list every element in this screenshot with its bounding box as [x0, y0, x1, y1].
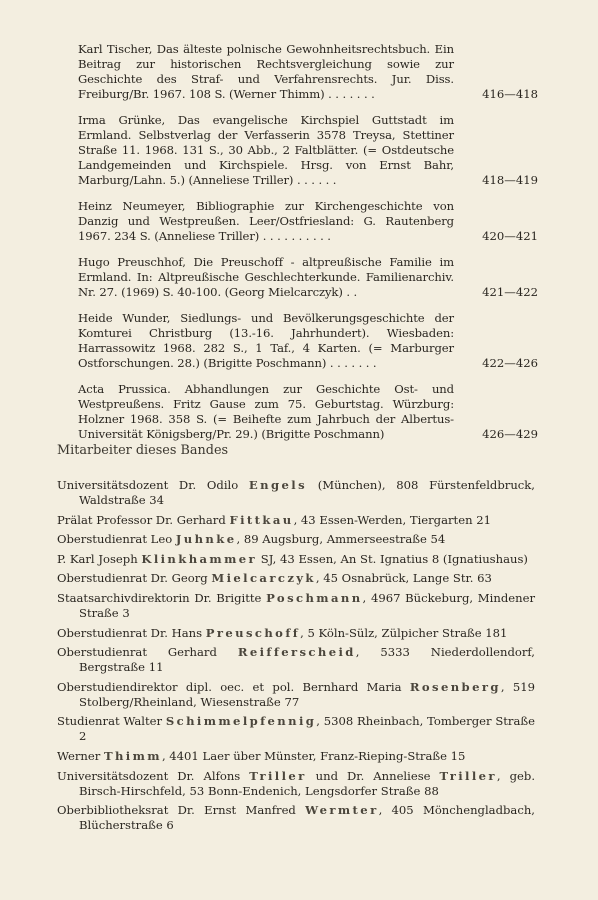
review-pages: 420—421 — [482, 229, 538, 243]
contributor-prefix: Universitätsdozent Dr. Alfons — [57, 768, 250, 783]
contributor-surname: Mielcarczyk — [211, 571, 316, 586]
review-text: Hugo Preuschhof, Die Preuschoff - altpreußische Familie im Ermland. In: Altpreußische Geschlechterkunde. Familienarchiv. Nr. 27. (1969) S. 40-100. (Georg Mielcarczyk) . . — [78, 255, 454, 299]
review-entry — [78, 42, 538, 102]
contributor-entry — [57, 803, 535, 833]
contributor-address: , 5 Köln-Sülz, Zülpicher Straße 181 — [300, 625, 508, 640]
contributor-prefix: Oberstudienrat Dr. Hans — [57, 625, 206, 640]
contributor-list — [57, 478, 535, 838]
contributor-entry — [57, 478, 535, 508]
section-title: Mitarbeiter dieses Bandes — [57, 443, 229, 458]
contributor-prefix: Studienrat Walter — [57, 714, 166, 729]
contributor-surname: Thimm — [103, 748, 162, 763]
contributor-entry — [57, 626, 535, 641]
contributor-address: , 4967 Bückeburg, Mindener Straße 3 — [79, 590, 535, 620]
review-entry — [78, 113, 538, 188]
contributor-prefix: Oberbibliotheksrat Dr. Ernst Manfred — [57, 803, 306, 818]
review-entry — [78, 311, 538, 371]
review-text: Heide Wunder, Siedlungs- und Bevölkerungsgeschichte der Komturei Christburg (13.-16. Jahrhundert). Wiesbaden: Harrassowitz 1968. 282 S., 1 Taf., 4 Karten. (= Marburger Ostforschungen. 28.) (Brigitte Poschmann) . . . . . . . — [78, 311, 454, 370]
review-entry — [78, 199, 538, 244]
contributor-entry — [57, 680, 535, 710]
review-text: Heinz Neumeyer, Bibliographie zur Kirchengeschichte von Danzig und Westpreußen. Leer/Ostfriesland: G. Rautenberg 1967. 234 S. (Anneliese Triller) . . . . . . . . . . — [78, 199, 454, 243]
contributor-address: , geb. Birsch-Hirschfeld, 53 Bonn-Endenich, Lengsdorfer Straße 88 — [79, 768, 535, 798]
contributor-surname: Rosenberg — [409, 679, 501, 694]
contributor-address: SJ, 43 Essen, An St. Ignatius 8 (Ignatiushaus) — [257, 551, 528, 566]
contributor-prefix: Oberstudiendirektor dipl. oec. et pol. Bernhard Maria — [57, 679, 410, 694]
contributor-entry — [57, 513, 535, 528]
contributor-entry — [57, 645, 535, 675]
contributor-address: , 89 Augsburg, Ammerseestraße 54 — [236, 532, 446, 547]
contributor-address: , 5333 Niederdollendorf, Bergstraße 11 — [79, 645, 535, 675]
contributor-prefix: Oberstudienrat Leo — [57, 532, 176, 547]
contributor-entry — [57, 591, 535, 621]
review-text: Karl Tischer, Das älteste polnische Gewohnheitsrechtsbuch. Ein Beitrag zur historischen Rechtsvergleichung sowie zur Geschichte des Straf- und Verfahrensrechts. Jur. Diss. Freiburg/Br. 1967. 108 S. (Werner Thimm) . . . . . . . — [78, 42, 454, 101]
contributor-address: (München), 808 Fürstenfeldbruck, Waldstraße 34 — [79, 478, 535, 507]
contributor-prefix: Oberstudienrat Gerhard — [57, 645, 238, 660]
review-entry — [78, 382, 538, 442]
contributor-prefix: Universitätsdozent Dr. Odilo — [57, 478, 249, 492]
contributor-entry — [57, 532, 535, 547]
contributor-surname: Juhnke — [175, 532, 237, 547]
contributor-surname: Triller — [249, 768, 307, 783]
review-pages: 418—419 — [482, 173, 538, 187]
review-text: Irma Grünke, Das evangelische Kirchspiel Guttstadt im Ermland. Selbstverlag der Verfasserin 3578 Treysa, Stettiner Straße 11. 1968. 131 S., 30 Abb., 2 Faltblätter. (= Ostdeutsche Landgemeinden und Kirchspiele. Hrsg. von Ernst Bahr, Marburg/Lahn. 5.) (Anneliese Triller) . . . . . . — [78, 113, 454, 187]
contributor-entry — [57, 714, 535, 744]
contributor-surname: Triller — [439, 768, 497, 783]
contributor-address: , 519 Stolberg/Rheinland, Wiesenstraße 77 — [79, 679, 536, 709]
review-text: Acta Prussica. Abhandlungen zur Geschichte Ost- und Westpreußens. Fritz Gause zum 75. Geburtstag. Würzburg: Holzner 1968. 358 S. (= Beihefte zum Jahrbuch der Albertus-Universität Königsberg/Pr. 29.) (Brigitte Poschmann) — [78, 382, 454, 441]
contributor-address: , 45 Osnabrück, Lange Str. 63 — [315, 571, 492, 586]
contributor-surname: Fittkau — [229, 512, 294, 527]
review-pages: 421—422 — [482, 285, 538, 299]
contributor-prefix: Werner — [57, 748, 104, 763]
contributor-entry — [57, 571, 535, 586]
contributor-entry — [57, 769, 535, 799]
contributor-prefix: P. Karl Joseph — [57, 551, 142, 566]
contributor-entry — [57, 749, 535, 764]
review-pages: 422—426 — [482, 356, 538, 370]
contributor-surname: Preuschoff — [205, 625, 301, 640]
contributor-surname: Engels — [248, 478, 308, 492]
contributor-address: , 405 Mönchengladbach, Blücherstraße 6 — [79, 803, 535, 833]
review-entry — [78, 255, 538, 300]
review-pages: 416—418 — [482, 87, 538, 101]
review-pages: 426—429 — [482, 427, 538, 441]
contributor-entry — [57, 552, 535, 567]
contributor-surname: Reifferscheid — [237, 645, 356, 660]
review-list — [78, 42, 538, 453]
contributor-surname: Schimmelpfennig — [165, 714, 317, 729]
contributor-address: , 5308 Rheinbach, Tomberger Straße 2 — [79, 714, 535, 744]
contributor-connector: und Dr. Anneliese — [306, 768, 440, 783]
contributor-surname: Wermter — [305, 803, 379, 818]
contributor-surname: Poschmann — [266, 590, 363, 605]
contributor-prefix: Prälat Professor Dr. Gerhard — [57, 512, 230, 527]
contributor-surname: Klinkhammer — [141, 551, 258, 566]
contributor-address: , 4401 Laer über Münster, Franz-Rieping-Straße 15 — [161, 748, 466, 763]
contributor-address: , 43 Essen-Werden, Tiergarten 21 — [293, 512, 491, 527]
contributor-prefix: Staatsarchivdirektorin Dr. Brigitte — [57, 590, 267, 605]
contributor-prefix: Oberstudienrat Dr. Georg — [57, 571, 212, 586]
